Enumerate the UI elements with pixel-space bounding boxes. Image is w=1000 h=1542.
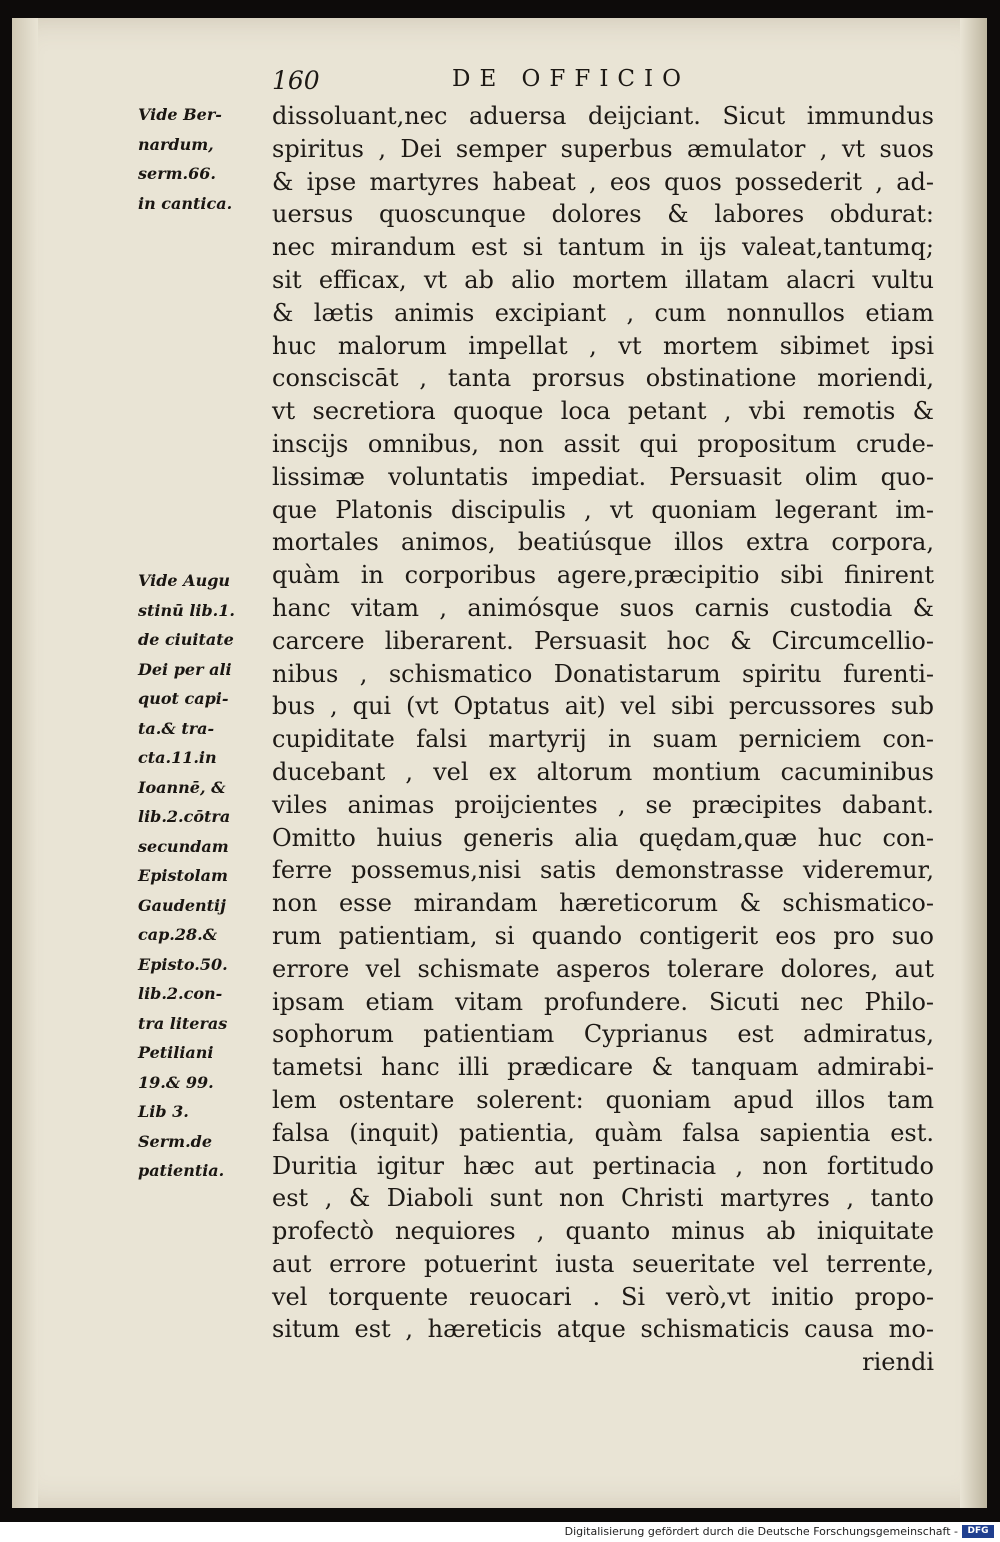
margin-note-line: Epistolam <box>138 866 228 885</box>
text-line: inscijs omnibus, non assit qui propositum crude- <box>272 429 934 458</box>
text-line: lem ostentare solerent: quoniam apud illos tam <box>272 1085 934 1114</box>
margin-note-line: Dei per ali <box>138 659 232 679</box>
body-text <box>272 100 934 1379</box>
text-line: profectò nequiores , quanto minus ab iniquitate <box>272 1217 934 1246</box>
text-line: nec mirandum est si tantum in ijs valeat,tantumq; <box>272 233 934 262</box>
margin-note-line: tra literas <box>138 1013 228 1033</box>
margin-note-line: quot capi- <box>138 689 229 708</box>
margin-note-line: cta.11.in <box>138 748 217 767</box>
margin-note-line: Vide Ber- <box>138 105 222 124</box>
margin-note <box>138 100 266 218</box>
dfg-logo-icon: DFG <box>962 1525 994 1538</box>
text-line: vt secretiora quoque loca petant , vbi remotis & <box>272 397 934 426</box>
text-line: cupiditate falsi martyrij in suam perniciem con- <box>272 725 934 754</box>
page-gutter-shadow <box>12 18 38 1508</box>
text-line: ducebant , vel ex altorum montium cacuminibus <box>272 757 934 786</box>
text-line: vel torquente reuocari . Si verò,vt initio propo- <box>272 1282 934 1311</box>
text-line: ferre possemus,nisi satis demonstrasse videremur, <box>272 856 934 885</box>
margin-note-line: Vide Augu <box>138 571 231 590</box>
text-line: uersus quoscunque dolores & labores obdurat: <box>272 200 934 229</box>
text-line: Duritia igitur hæc aut pertinacia , non fortitudo <box>272 1151 934 1180</box>
funding-credit: Digitalisierung gefördert durch die Deutsche Forschungsgemeinschaft - <box>564 1525 958 1538</box>
text-line: ipsam etiam vitam profundere. Sicuti nec Philo- <box>272 987 934 1016</box>
margin-note-line: Petiliani <box>138 1043 214 1062</box>
text-line: tametsi hanc illi prædicare & tanquam admirabi- <box>272 1053 934 1082</box>
margin-note-line: nardum, <box>138 134 214 154</box>
text-line: quàm in corporibus agere,præcipitio sibi finirent <box>272 561 934 590</box>
text-line: sophorum patientiam Cyprianus est admiratus, <box>272 1020 934 1049</box>
margin-note-line: Episto.50. <box>138 954 228 974</box>
text-line: huc malorum impellat , vt mortem sibimet ipsi <box>272 331 934 360</box>
text-line: Omitto huius generis alia quędam,quæ huc con- <box>272 823 934 852</box>
text-line: & lætis animis excipiant , cum nonnullos etiam <box>272 298 934 327</box>
text-line: consciscāt , tanta prorsus obstinatione moriendi, <box>272 364 934 393</box>
margin-note-line: lib.2.con- <box>138 984 223 1003</box>
text-line: nibus , schismatico Donatistarum spiritu furenti- <box>272 659 934 688</box>
margin-note-line: patientia. <box>138 1161 225 1180</box>
text-line: est , & Diaboli sunt non Christi martyres , tanto <box>272 1184 934 1213</box>
margin-note-line: Serm.de <box>138 1131 213 1151</box>
margin-note-line: ta.& tra- <box>138 718 215 738</box>
text-line: mortales animos, beatiúsque illos extra corpora, <box>272 528 934 557</box>
text-line: sit efficax, vt ab alio mortem illatam alacri vultu <box>272 265 934 294</box>
margin-note-line: lib.2.cōtra <box>138 807 231 826</box>
margin-note-line: in cantica. <box>138 193 233 213</box>
text-line: spiritus , Dei semper superbus æmulator , vt suos <box>272 134 934 163</box>
margin-note-line: stinū lib.1. <box>138 600 235 620</box>
running-head <box>272 66 952 100</box>
page-edge-shadow <box>960 18 987 1508</box>
text-line: & ipse martyres habeat , eos quos possederit , ad- <box>272 167 934 196</box>
margin-note-line: serm.66. <box>138 164 216 183</box>
margin-note-line: cap.28.& <box>138 925 218 944</box>
text-line: dissoluant,nec aduersa deijciant. Sicut immundus <box>272 102 934 130</box>
margin-note-line: Ioannē, & <box>138 777 226 797</box>
margin-note-line: de ciuitate <box>138 630 234 649</box>
footer-bar <box>0 1522 1000 1542</box>
margin-note-line: Lib 3. <box>138 1102 189 1121</box>
header-title: DE OFFICIO <box>452 66 690 92</box>
text-line: viles animas proijcientes , se præcipites dabant. <box>272 790 934 819</box>
margin-note-line: 19.& 99. <box>138 1072 214 1092</box>
margin-note-line: Gaudentij <box>138 895 226 915</box>
text-line: que Platonis discipulis , vt quoniam legerant im- <box>272 495 934 524</box>
text-line: bus , qui (vt Optatus ait) vel sibi percussores sub <box>272 692 934 721</box>
catchword: riendi <box>862 1348 934 1377</box>
text-line: lissimæ voluntatis impediat. Persuasit olim quo- <box>272 462 934 491</box>
page-number: 160 <box>272 66 320 95</box>
text-line: carcere liberarent. Persuasit hoc & Circumcellio- <box>272 626 934 655</box>
text-line: falsa (inquit) patientia, quàm falsa sapientia est. <box>272 1118 934 1147</box>
margin-note-line: secundam <box>138 836 229 856</box>
text-line: errore vel schismate asperos tolerare dolores, aut <box>272 954 934 983</box>
margin-note <box>138 566 266 1186</box>
text-line: aut errore potuerint iusta seueritate vel terrente, <box>272 1249 934 1278</box>
text-line: rum patientiam, si quando contigerit eos pro suo <box>272 921 934 950</box>
text-line: hanc vitam , animósque suos carnis custodia & <box>272 593 934 622</box>
text-line: non esse mirandam hæreticorum & schismatico- <box>272 889 934 918</box>
text-line: situm est , hæreticis atque schismaticis causa mo- <box>272 1315 934 1344</box>
